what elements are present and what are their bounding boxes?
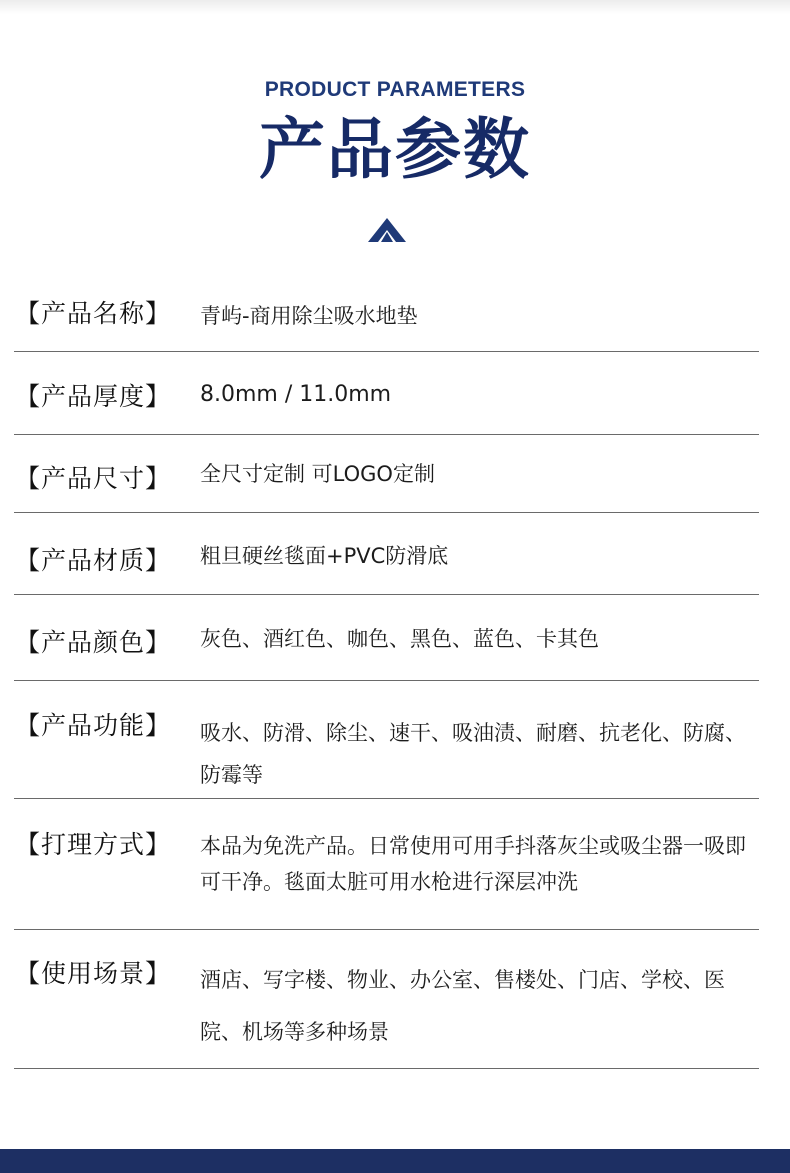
param-value-name: 青屿-商用除尘吸水地垫 — [200, 304, 418, 328]
row-divider — [14, 351, 759, 352]
param-label-thickness: 【产品厚度】 — [15, 382, 172, 411]
row-divider — [14, 1068, 759, 1069]
param-value-color: 灰色、酒红色、咖色、黑色、蓝色、卡其色 — [200, 627, 599, 651]
param-value-scenarios: 酒店、写字楼、物业、办公室、售楼处、门店、学校、医院、机场等多种场景 — [200, 968, 725, 1044]
param-value-thickness: 8.0mm / 11.0mm — [200, 382, 392, 407]
row-divider — [14, 798, 759, 799]
row-divider — [14, 594, 759, 595]
param-value-care: 本品为免洗产品。日常使用可用手抖落灰尘或吸尘器一吸即可干净。毯面太脏可用水枪进行深层冲洗 — [200, 834, 746, 894]
chevron-up-icon — [368, 218, 406, 242]
param-label-material: 【产品材质】 — [15, 546, 172, 575]
row-divider — [14, 929, 759, 930]
row-divider — [14, 680, 759, 681]
section-subtitle: PRODUCT PARAMETERS — [264, 78, 526, 101]
section-title: 产品参数 — [259, 111, 531, 188]
param-label-size: 【产品尺寸】 — [15, 464, 172, 493]
param-value-function: 吸水、防滑、除尘、速干、吸油渍、耐磨、抗老化、防腐、防霉等 — [200, 721, 746, 787]
top-shadow — [0, 0, 790, 14]
param-label-name: 【产品名称】 — [15, 299, 172, 328]
param-label-scenarios: 【使用场景】 — [15, 959, 172, 988]
param-value-material: 粗旦硬丝毯面+PVC防滑底 — [200, 544, 449, 568]
param-label-color: 【产品颜色】 — [15, 628, 172, 657]
row-divider — [14, 512, 759, 513]
bottom-accent-bar — [0, 1149, 790, 1173]
param-value-size: 全尺寸定制 可LOGO定制 — [200, 462, 435, 486]
row-divider — [14, 434, 759, 435]
param-label-function: 【产品功能】 — [15, 711, 172, 740]
param-label-care: 【打理方式】 — [15, 830, 172, 859]
